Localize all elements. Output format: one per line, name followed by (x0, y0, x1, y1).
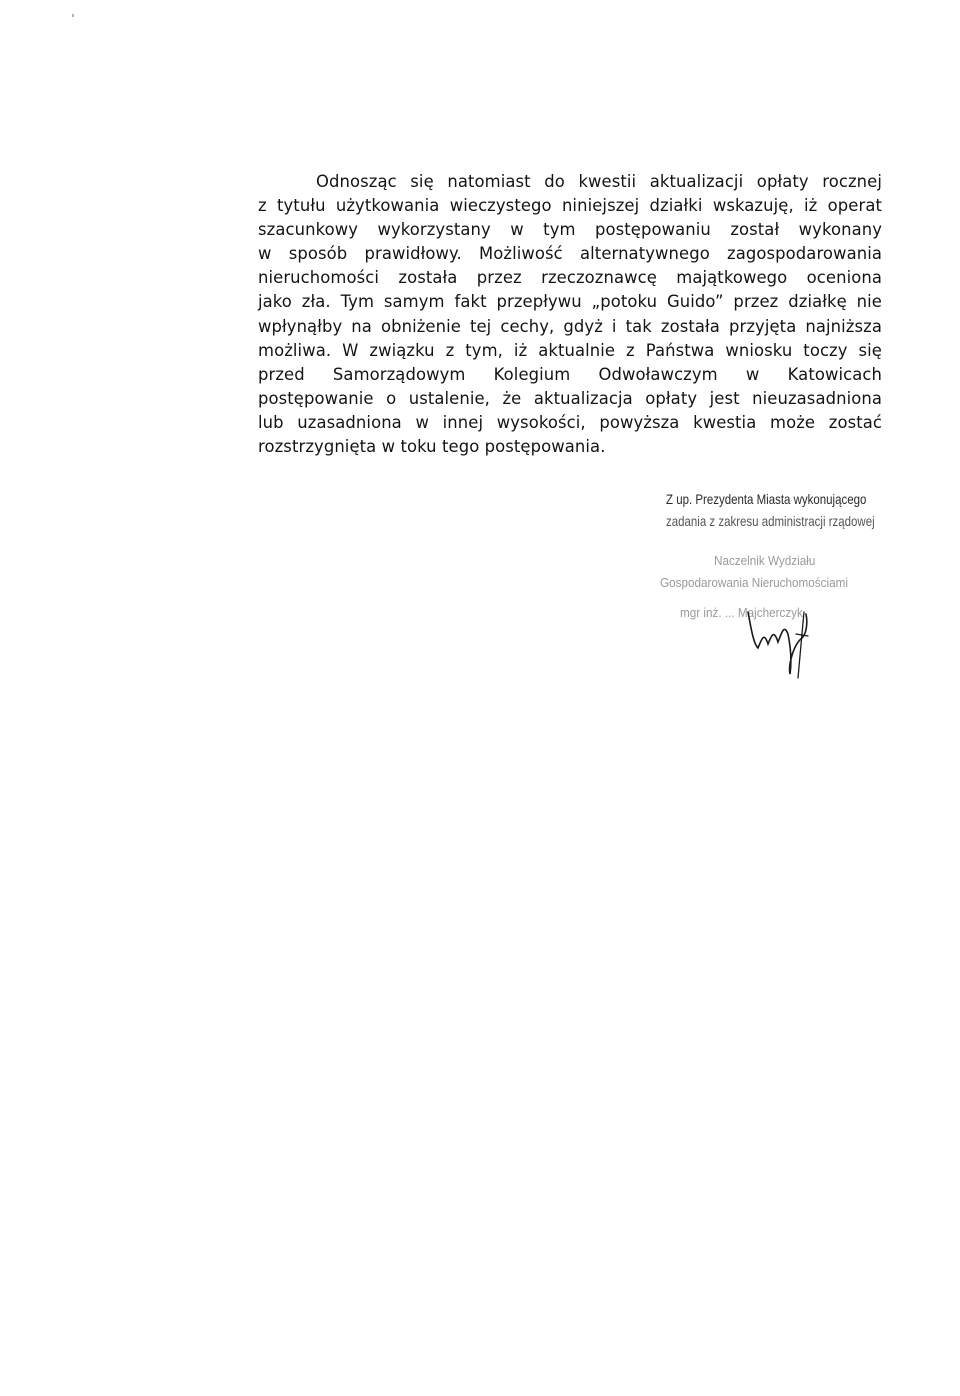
paragraph-line: szacunkowy wykorzystany w tym postępowaniu został wykonany (258, 220, 882, 240)
stamp-name-line: mgr inż. ... Majcherczyk (680, 605, 803, 620)
paragraph-line: wpłynąłby na obniżenie tej cechy, gdyż i tak została przyjęta najniższa (258, 316, 882, 336)
paragraph-line: możliwa. W związku z tym, iż aktualnie z Państwa wniosku toczy się (258, 340, 882, 360)
paragraph-line: nieruchomości została przez rzeczoznawcę majątkowego oceniona (258, 268, 882, 288)
paragraph-line: jako zła. Tym samym fakt przepływu „potoku Guido” przez działkę nie (258, 292, 882, 312)
paragraph-line: Odnosząc się natomiast do kwestii aktualizacji opłaty rocznej (316, 172, 882, 191)
stamp-department-line: Gospodarowania Nieruchomościami (660, 575, 848, 590)
paragraph-line: rozstrzygnięta w toku tego postępowania. (258, 437, 606, 457)
paragraph-line: lub uzasadniona w innej wysokości, powyższa kwestia może zostać (258, 412, 882, 432)
paragraph-line: postępowanie o ustalenie, że aktualizacja opłaty jest nieuzasadniona (258, 388, 882, 408)
scan-speck (72, 14, 74, 17)
paragraph-line: w sposób prawidłowy. Możliwość alternatywnego zagospodarowania (258, 244, 882, 264)
stamp-authority-line: zadania z zakresu administracji rządowej (666, 513, 875, 529)
paragraph-line: przed Samorządowym Kolegium Odwoławczym w Katowicach (258, 364, 882, 384)
handwritten-signature (744, 604, 854, 684)
body-paragraph (258, 170, 882, 459)
stamp-title-line: Naczelnik Wydziału (714, 553, 816, 568)
paragraph-line: z tytułu użytkowania wieczystego niniejszej działki wskazuję, iż operat (258, 196, 882, 216)
stamp-authority-line: Z up. Prezydenta Miasta wykonującego (666, 491, 867, 507)
